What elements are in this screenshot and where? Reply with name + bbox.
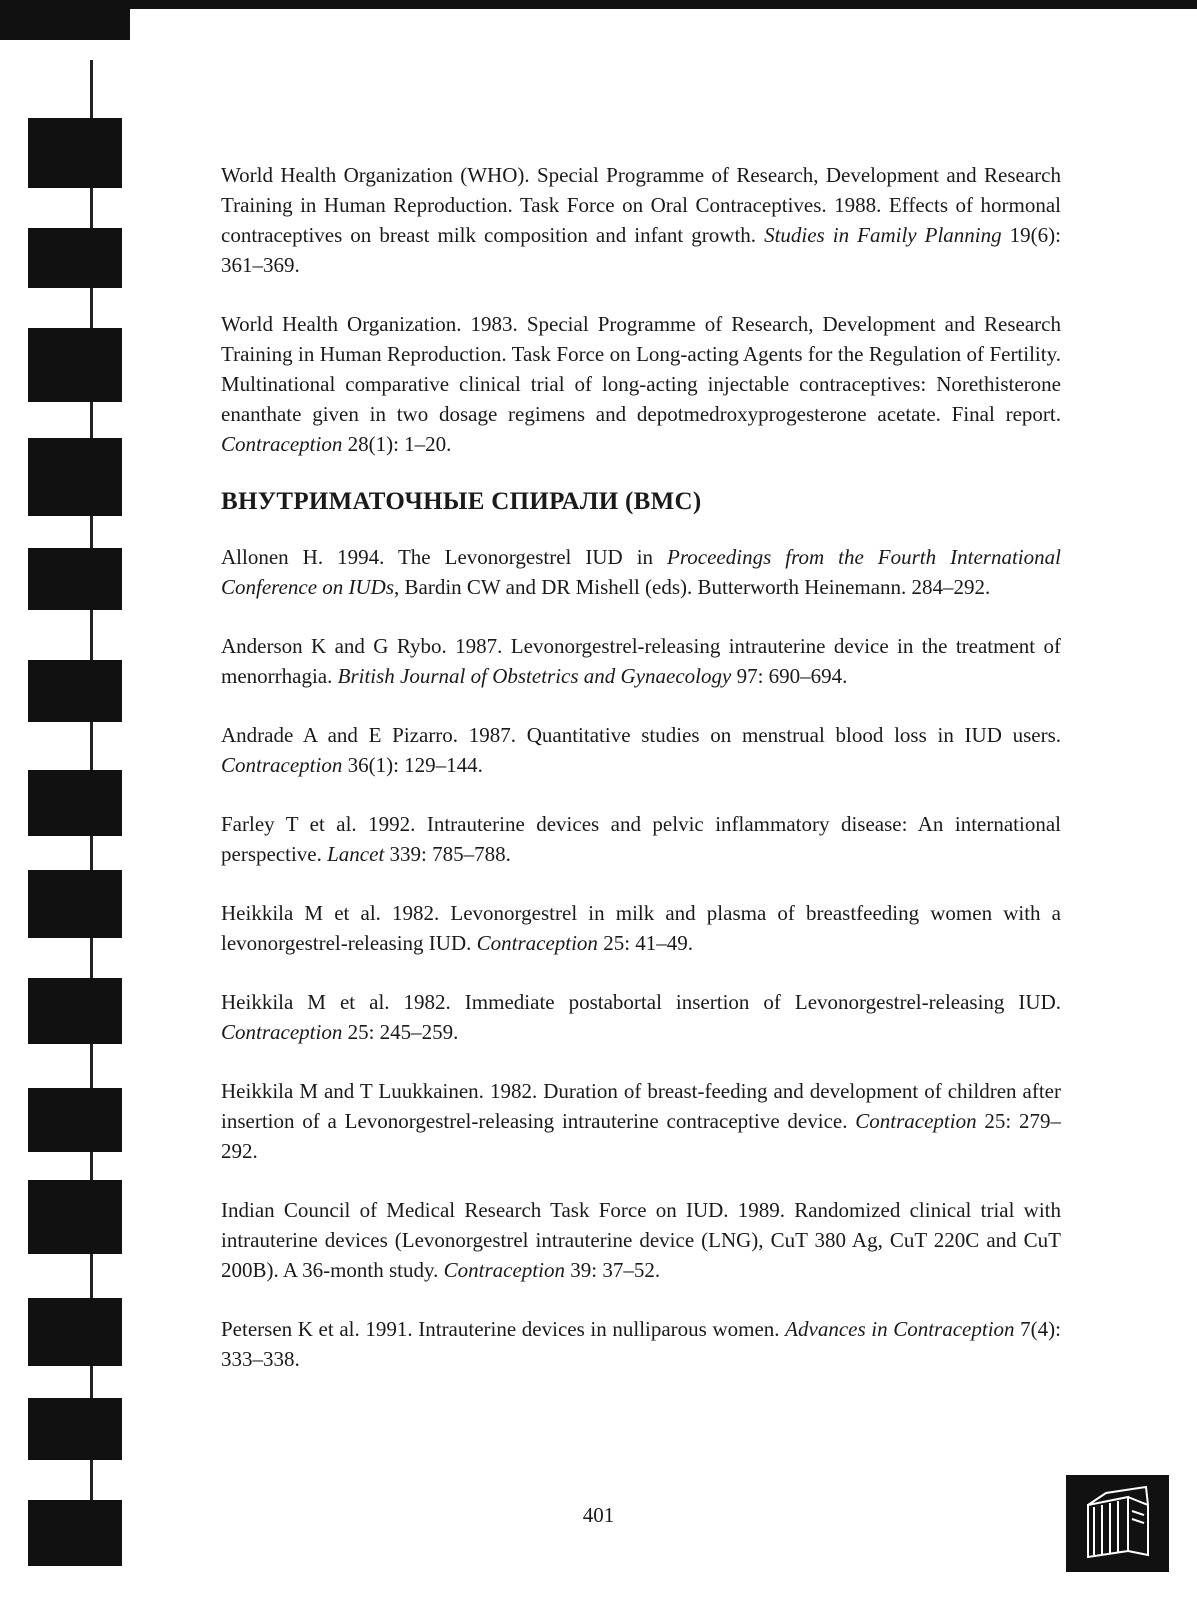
journal-title: Contraception	[443, 1258, 565, 1282]
journal-title: Contraception	[221, 1020, 343, 1044]
reference-entry: World Health Organization (WHO). Special Programme of Research, Development and Research Training in Human Reproduction. Task Force on Oral Contraceptives. 1988. Effects of hormonal contraceptives on breast milk composition and infant growth. Studies in Family Planning 19(6): 361–369.	[221, 163, 1061, 277]
binding-block	[28, 438, 122, 516]
reference-entry: World Health Organization. 1983. Special Programme of Research, Development and Research Training in Human Reproduction. Task Force on Long-acting Agents for the Regulation of Fertility. Multinational comparative clinical trial of long-acting injectable contraceptives: Norethisterone enanthate given in two dosage regimens and depotmedroxyprogesterone acetate. Final report. Contraception 28(1): 1–20.	[221, 312, 1061, 456]
binding-block	[28, 328, 122, 402]
corner-logo-icon	[1066, 1475, 1169, 1572]
binding-block	[28, 1180, 122, 1254]
binding-block	[28, 978, 122, 1044]
binding-block	[28, 660, 122, 722]
reference-entry: Indian Council of Medical Research Task Force on IUD. 1989. Randomized clinical trial with intrauterine devices (Levonorgestrel intrauterine device (LNG), CuT 380 Ag, CuT 220C and CuT 200B). A 36-month study. Contraception 39: 37–52.	[221, 1198, 1061, 1282]
reference-entry: Petersen K et al. 1991. Intrauterine devices in nulliparous women. Advances in Contraception 7(4): 333–338.	[221, 1317, 1061, 1371]
binding-block	[28, 870, 122, 938]
reference-entry: Allonen H. 1994. The Levonorgestrel IUD in Proceedings from the Fourth International Conference on IUDs, Bardin CW and DR Mishell (eds). Butterworth Heinemann. 284–292.	[221, 545, 1061, 599]
journal-title: Contraception	[221, 432, 343, 456]
page-number: 401	[582, 1503, 615, 1527]
journal-title: Advances in Contraception	[785, 1317, 1015, 1341]
binding-block	[28, 228, 122, 288]
journal-title: Contraception	[221, 753, 343, 777]
top-edge-rule	[0, 0, 1197, 9]
references-before-list	[221, 160, 1061, 459]
binding-top-block	[0, 0, 130, 40]
binding-block	[28, 118, 122, 188]
reference-entry: Heikkila M et al. 1982. Immediate postabortal insertion of Levonorgestrel-releasing IUD. Contraception 25: 245–259.	[221, 990, 1061, 1044]
binding-block	[28, 1298, 122, 1366]
journal-title: Studies in Family Planning	[764, 223, 1002, 247]
reference-entry: Heikkila M et al. 1982. Levonorgestrel in milk and plasma of breastfeeding women with a levonorgestrel-releasing IUD. Contraception 25: 41–49.	[221, 901, 1061, 955]
journal-title: Lancet	[327, 842, 385, 866]
binding-block	[28, 1398, 122, 1460]
journal-title: Contraception	[476, 931, 598, 955]
reference-entry: Farley T et al. 1992. Intrauterine devices and pelvic inflammatory disease: An international perspective. Lancet 339: 785–788.	[221, 812, 1061, 866]
spiral-binding	[0, 0, 140, 1600]
reference-entry: Andrade A and E Pizarro. 1987. Quantitative studies on menstrual blood loss in IUD users. Contraception 36(1): 129–144.	[221, 723, 1061, 777]
reference-entry: Anderson K and G Rybo. 1987. Levonorgestrel-releasing intrauterine device in the treatment of menorrhagia. British Journal of Obstetrics and Gynaecology 97: 690–694.	[221, 634, 1061, 688]
binding-block	[28, 770, 122, 836]
references-after-list	[221, 542, 1061, 1374]
journal-title: Proceedings from the Fourth International Conference on IUDs	[221, 545, 1061, 599]
section-heading: ВНУТРИМАТОЧНЫЕ СПИРАЛИ (ВМС)	[221, 488, 702, 515]
page-content	[221, 160, 1061, 1403]
binding-block	[28, 548, 122, 610]
journal-title: British Journal of Obstetrics and Gynaecology	[337, 664, 732, 688]
reference-entry: Heikkila M and T Luukkainen. 1982. Duration of breast-feeding and development of children after insertion of a Levonorgestrel-releasing intrauterine contraceptive device. Contraception 25: 279–292.	[221, 1079, 1061, 1163]
journal-title: Contraception	[855, 1109, 977, 1133]
binding-block	[28, 1088, 122, 1152]
